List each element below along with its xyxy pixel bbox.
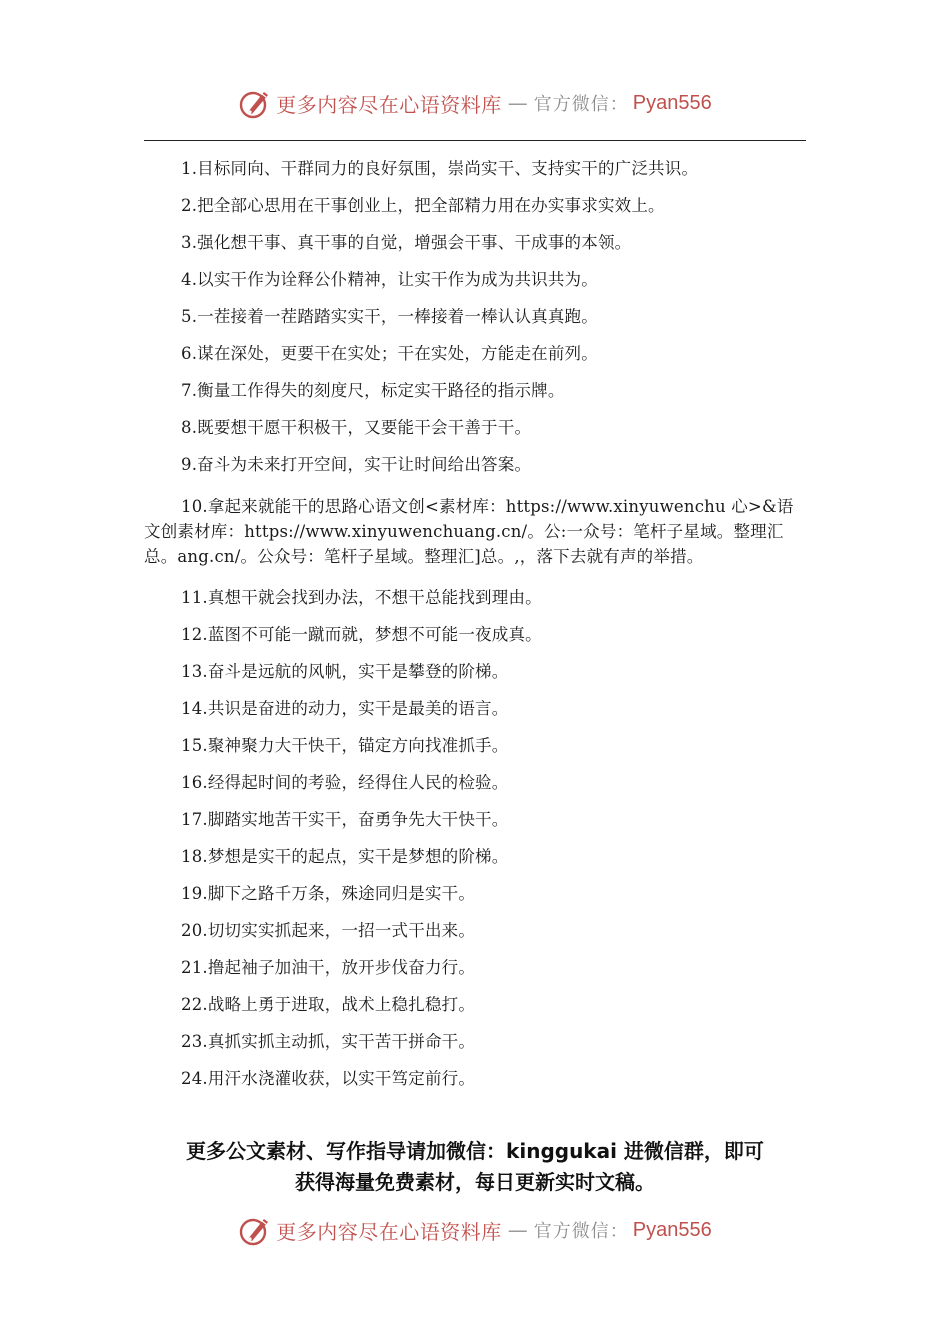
list-item: 3.强化想干事、真干事的自觉，增强会干事、干成事的本领。: [181, 233, 632, 252]
brand-dash: —: [507, 1218, 528, 1242]
list-item: 2.把全部心思用在干事创业上，把全部精力用在办实事求实效上。: [181, 196, 665, 215]
brand-text: 更多内容尽在心语资料库: [276, 92, 502, 117]
list-item: 21.撸起袖子加油干，放开步伐奋力行。: [181, 958, 476, 977]
pen-nib-logo-icon: [238, 1213, 272, 1247]
document-body: [144, 150, 808, 1097]
list-item: 16.经得起时间的考验，经得住人民的检验。: [181, 773, 509, 792]
list-item: 24.用汗水浇灌收获，以实干笃定前行。: [181, 1069, 476, 1088]
list-item: 11.真想干就会找到办法，不想干总能找到理由。: [181, 588, 542, 607]
list-item: 8.既要想干愿干积极干，又要能干会干善于干。: [181, 418, 532, 437]
list-item: 4.以实干作为诠释公仆精神，让实干作为成为共识共为。: [181, 270, 598, 289]
brand-text: 更多内容尽在心语资料库: [276, 1219, 502, 1244]
list-item: 7.衡量工作得失的刻度尺，标定实干路径的指示牌。: [181, 381, 565, 400]
list-item-long: 10.拿起来就能干的思路心语文创<素材库：https://www.xinyuwenchu 心>&语文创素材库：https://www.xinyuwenchuang.cn/。公:一众号：笔杆子星域。整理汇总。ang.cn/。公众号：笔杆子星域。整理汇]总。,，落下去就有声的举措。: [144, 497, 794, 566]
pen-nib-logo-icon: [238, 86, 272, 120]
list-item: 19.脚下之路千万条，殊途同归是实干。: [181, 884, 476, 903]
list-item: 1.目标同向、干群同力的良好氛围，崇尚实干、支持实干的广泛共识。: [181, 159, 699, 178]
footer-brand: [0, 1210, 950, 1250]
wechat-label: 官方微信：: [533, 1221, 629, 1242]
header-brand: [0, 83, 950, 123]
promo-line-2: 获得海量免费素材，每日更新实时文稿。: [295, 1170, 655, 1194]
list-item: 6.谋在深处，更要干在实处；干在实处，方能走在前列。: [181, 344, 598, 363]
list-item: 13.奋斗是远航的风帆，实干是攀登的阶梯。: [181, 662, 509, 681]
list-item: 9.奋斗为未来打开空间，实干让时间给出答案。: [181, 455, 532, 474]
list-item: 18.梦想是实干的起点，实干是梦想的阶梯。: [181, 847, 509, 866]
list-item: 15.聚神聚力大干快干，锚定方向找准抓手。: [181, 736, 509, 755]
list-item: 20.切切实实抓起来，一招一式干出来。: [181, 921, 476, 940]
wechat-id: Pyan556: [632, 91, 712, 114]
list-item: 23.真抓实抓主动抓，实干苦干拼命干。: [181, 1032, 476, 1051]
wechat-label: 官方微信：: [533, 94, 629, 115]
header-divider: [144, 140, 806, 141]
list-item: 17.脚踏实地苦干实干，奋勇争先大干快干。: [181, 810, 509, 829]
promo-line-1: 更多公文素材、写作指导请加微信：kinggukai 进微信群，即可: [186, 1139, 764, 1163]
list-item: 14.共识是奋进的动力，实干是最美的语言。: [181, 699, 509, 718]
promo-notice: [0, 1136, 950, 1198]
list-item: 12.蓝图不可能一蹴而就，梦想不可能一夜成真。: [181, 625, 542, 644]
brand-dash: —: [507, 91, 528, 115]
list-item: 22.战略上勇于进取，战术上稳扎稳打。: [181, 995, 476, 1014]
list-item: 5.一茬接着一茬踏踏实实干，一棒接着一棒认认真真跑。: [181, 307, 598, 326]
wechat-id: Pyan556: [632, 1218, 712, 1241]
